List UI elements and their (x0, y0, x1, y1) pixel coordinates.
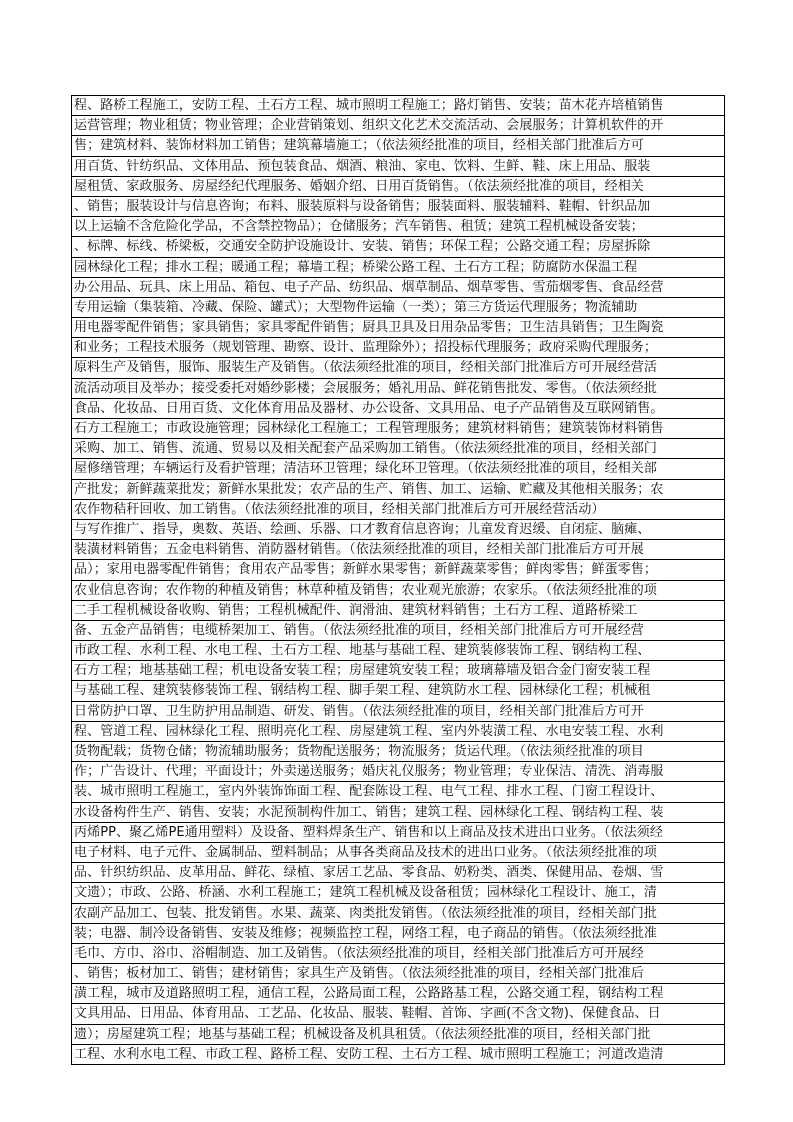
row-text: 流活动项目及举办；接受委托对婚纱影楼；会展服务；婚礼用品、鲜花销售批发、零售。（依法须经批 (74, 380, 658, 396)
row-text: 与写作推广、指导，奥数、英语、绘画、乐器、口才教育信息咨询；儿童发育迟缓、自闭症、脑瘫、 (74, 521, 651, 537)
row-text: 屋租赁、家政服务、房屋经纪代理服务、婚姻介绍、日用百货销售。（依法须经批准的项目，经相关 (74, 178, 644, 194)
table-row (72, 540, 724, 560)
row-text: 用电器零配件销售；家具销售；家具零配件销售；厨具卫具及日用杂品零售；卫生洁具销售；卫生陶瓷 (74, 320, 664, 336)
row-text: 程、路桥工程施工，安防工程、土石方工程、城市照明工程施工；路灯销售、安装；苗木花卉培植销售 (74, 98, 664, 113)
row-text: 原料生产及销售，服饰、服装生产及销售。（依法须经批准的项目，经相关部门批准后方可开展经营活 (74, 360, 658, 376)
row-text: 装；电器、制冷设备销售、安装及维修；视频监控工程，网络工程，电子商品的销售。（依法须经批准 (74, 925, 658, 941)
row-text: 毛巾、方巾、浴巾、浴帽制造、加工及销售。（依法须经批准的项目，经相关部门批准后方可开展经 (74, 945, 644, 961)
table-row (72, 843, 724, 863)
row-text: 二手工程机械设备收购、销售；工程机械配件、润滑油、建筑材料销售；土石方工程、道路桥梁工 (74, 602, 638, 618)
table-row (72, 258, 724, 278)
table-row (72, 237, 724, 257)
table-row (72, 459, 724, 479)
row-text: 农副产品加工、包装、批发销售。水果、蔬菜、肉类批发销售。（依法须经批准的项目，经相关部门批 (74, 905, 658, 921)
table-row (72, 742, 724, 762)
table-row (72, 157, 724, 177)
row-text: 日常防护口罩、卫生防护用品制造、研发、销售。（依法须经批准的项目，经相关部门批准后方可开 (74, 703, 644, 719)
table-row (72, 278, 724, 298)
table-row (72, 641, 724, 661)
row-text: 屋修缮管理；车辆运行及看护管理；清洁环卫管理；绿化环卫管理。（依法须经批准的项目，经相关部 (74, 461, 658, 477)
row-text: 市政工程、水利工程、水电工程、土石方工程、地基与基础工程、建筑装修装饰工程、钢结构工程、 (74, 643, 651, 659)
table-row (72, 581, 724, 601)
row-text: 石方工程；地基基础工程；机电设备安装工程；房屋建筑安装工程；玻璃幕墙及铝合金门窗安装工程 (74, 663, 651, 679)
table-row (72, 480, 724, 500)
row-text: 石方工程施工；市政设施管理；园林绿化工程施工；工程管理服务；建筑材料销售；建筑装饰材料销售 (74, 421, 664, 436)
table-row (72, 298, 724, 318)
table-row (72, 217, 724, 237)
table-row (72, 500, 724, 520)
row-text: 工程、水利水电工程、市政工程、路桥工程、安防工程、土石方工程、城市照明工程施工；河道改造清 (74, 1046, 664, 1062)
row-text: 园林绿化工程；排水工程；暖通工程；幕墙工程；桥梁公路工程、土石方工程；防腐防水保温工程 (74, 259, 638, 275)
row-text: 办公用品、玩具、床上用品、箱包、电子产品、纺织品、烟草制品、烟草零售、雪茄烟零售、食品经营 (74, 279, 664, 295)
table-row (72, 116, 724, 136)
row-text: 装、城市照明工程施工，室内外装饰饰面工程、配套陈设工程、电气工程、排水工程、门窗工程设计、 (74, 784, 664, 800)
table-row (72, 379, 724, 399)
row-text: 以上运输不含危险化学品，不含禁控物品）；仓储服务；汽车销售、租赁；建筑工程机械设备安装； (74, 219, 644, 235)
row-text: 采购、加工、销售、流通、贸易以及相关配套产品采购加工销售。（依法须经批准的项目，经相关部门 (74, 441, 658, 457)
table-row (72, 177, 724, 197)
row-text: 电子材料、电子元件、金属制品、塑料制品；从事各类商品及技术的进出口业务。（依法须经批准的项 (74, 844, 658, 860)
row-text: 遗）；房屋建筑工程；地基与基础工程；机械设备及机具租赁。（依法须经批准的项目，经相关部门批 (74, 1026, 651, 1042)
table-row (72, 964, 724, 984)
table-row (72, 338, 724, 358)
table-row (72, 924, 724, 944)
row-text: 备、五金产品销售；电缆桥架加工、销售。（依法须经批准的项目，经相关部门批准后方可开展经营 (74, 622, 644, 638)
table-row (72, 1025, 724, 1045)
row-text: 装潢材料销售；五金电料销售、消防器材销售。（依法须经批准的项目，经相关部门批准后方可开展 (74, 542, 644, 558)
table-row (72, 681, 724, 701)
row-text: 农作物秸秆回收、加工销售。（依法须经批准的项目，经相关部门批准后方可开展经营活动） (74, 501, 605, 517)
row-text: 食品、化妆品、日用百货、文化体育用品及器材、办公设备、文具用品、电子产品销售及互联网销售。 (74, 400, 664, 416)
table-row (72, 883, 724, 903)
table-row (72, 601, 724, 621)
row-text: 、标牌、标线、桥梁板，交通安全防护设施设计、安装、销售；环保工程；公路交通工程；房屋拆除 (74, 239, 651, 255)
row-text: 专用运输（集装箱、冷藏、保险、罐式）；大型物件运输（一类）；第三方货运代理服务；物流辅助 (74, 299, 638, 315)
row-text: 潢工程，城市及道路照明工程，通信工程，公路局面工程，公路路基工程，公路交通工程，钢结构工程 (74, 986, 664, 1002)
table-row (72, 863, 724, 883)
table-row (72, 419, 724, 439)
table-row (72, 803, 724, 823)
table-row (72, 96, 724, 116)
row-text: 用百货、针纺织品、文体用品、预包装食品、烟酒、粮油、家电、饮料、生鲜、鞋、床上用品、服装 (74, 158, 651, 174)
table-row (72, 1004, 724, 1024)
row-text: 售；建筑材料、装饰材料加工销售；建筑幕墙施工；（依法须经批准的项目，经相关部门批准后方可 (74, 138, 644, 154)
row-text: 品、针织纺织品、皮革用品、鲜花、绿植、家居工艺品、零食品、奶粉类、酒类、保健用品、卷烟、雪 (74, 865, 664, 881)
table-row (72, 984, 724, 1004)
table-row (72, 782, 724, 802)
business-scope-table (71, 95, 725, 1065)
row-text: 、销售；板材加工、销售；建材销售；家具生产及销售。（依法须经批准的项目，经相关部门批准后 (74, 966, 644, 982)
table-row (72, 823, 724, 843)
table-row (72, 944, 724, 964)
table-row (72, 318, 724, 338)
table-row (72, 722, 724, 742)
row-text: 、销售；服装设计与信息咨询；布料、服装原料与设备销售；服装面料、服装辅料、鞋帽、针织品加 (74, 198, 651, 214)
table-row (72, 197, 724, 217)
row-text: 农业信息咨询；农作物的种植及销售；林草种植及销售；农业观光旅游；农家乐。（依法须经批准的项 (74, 582, 658, 598)
table-row (72, 399, 724, 419)
table-row (72, 358, 724, 378)
row-text: 水设备构件生产、销售、安装；水泥预制构件加工、销售；建筑工程、园林绿化工程、钢结构工程、装 (74, 804, 664, 820)
row-text: 和业务；工程技术服务（规划管理、勘察、设计、监理除外）；招投标代理服务；政府采购代理服务； (74, 340, 658, 356)
table-row (72, 439, 724, 459)
table-row (72, 621, 724, 641)
table-row (72, 136, 724, 156)
table-row (72, 904, 724, 924)
row-text: 与基础工程、建筑装修装饰工程、钢结构工程、脚手架工程、建筑防水工程、园林绿化工程；机械租 (74, 683, 651, 699)
row-text: 作；广告设计、代理；平面设计；外卖递送服务；婚庆礼仪服务；物业管理；专业保洁、清洗、消毒服 (74, 764, 664, 780)
table-row (72, 702, 724, 722)
table-row (72, 560, 724, 580)
row-text: 品）；家用电器零配件销售；食用农产品零售；新鲜水果零售；新鲜蔬菜零售；鲜肉零售；鲜蛋零售； (74, 562, 658, 578)
row-text: 丙烯PP、聚乙烯PE通用塑料）及设备、塑料焊条生产、销售和以上商品及技术进出口业务。（依法须经 (74, 824, 663, 840)
table-row (72, 1045, 724, 1065)
row-text: 文遗）；市政、公路、桥涵、水利工程施工；建筑工程机械及设备租赁；园林绿化工程设计、施工，清 (74, 885, 658, 901)
row-text: 程、管道工程、园林绿化工程、照明亮化工程、房屋建筑工程、室内外装潢工程、水电安装工程、水利 (74, 723, 664, 739)
table-row (72, 520, 724, 540)
row-text: 文具用品、日用品、体育用品、工艺品、化妆品、服装、鞋帽、首饰、字画(不含文物)、保健食品、日 (74, 1006, 661, 1022)
table-row (72, 661, 724, 681)
row-text: 运营管理；物业租赁；物业管理；企业营销策划、组织文化艺术交流活动、会展服务；计算机软件的开 (74, 118, 664, 134)
row-text: 产批发；新鲜蔬菜批发；新鲜水果批发；农产品的生产、销售、加工、运输、贮藏及其他相关服务；农 (74, 481, 664, 497)
row-text: 货物配载；货物仓储；物流辅助服务；货物配送服务；物流服务；货运代理。（依法须经批准的项目 (74, 744, 644, 759)
table-row (72, 762, 724, 782)
